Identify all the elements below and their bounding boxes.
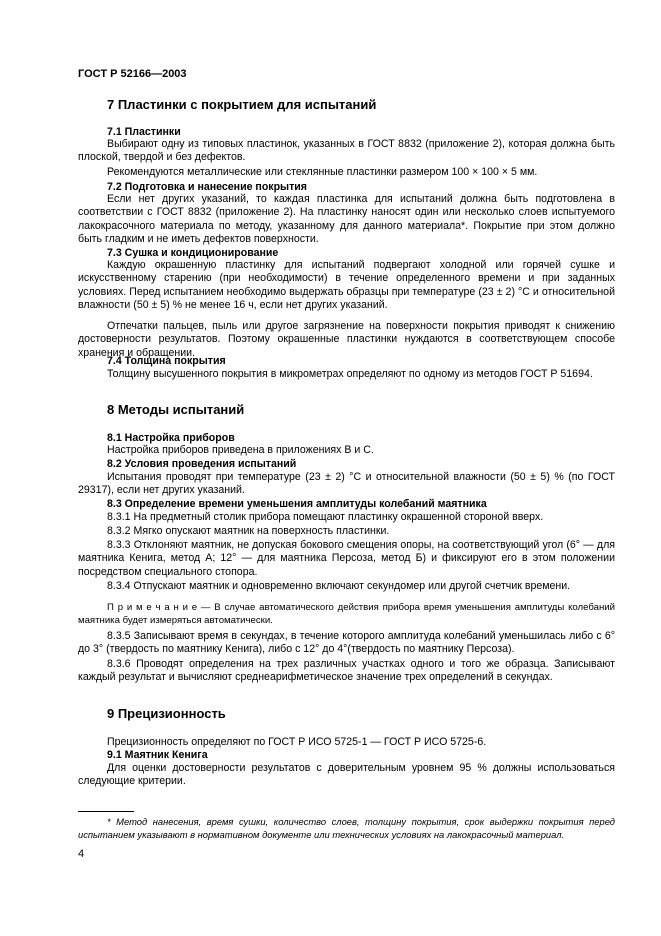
document-header: ГОСТ Р 52166—2003: [78, 68, 187, 80]
paragraph-8-3-6: 8.3.6 Проводят определения на трех различных участках одного и того же образца. Записывают каждый результат и вычисляют среднеарифметическое значение трех определений в секундах.: [78, 658, 615, 684]
paragraph-8-3-4: 8.3.4 Отпускают маятник и одновременно включают секундомер или другой счетчик времени.: [107, 580, 571, 592]
footnote: * Метод нанесения, время сушки, количество слоев, толщину покрытия, срок выдержки покрытия перед испытанием указывают в нормативном документе или технических условиях на лакокрасочный материал.: [78, 816, 615, 840]
paragraph-7-3-b: Отпечатки пальцев, пыль или другое загрязнение на поверхности покрытия приводят к снижению достоверности результатов. Поэтому окрашенные пластинки нуждаются в соответствующем способе хранения и обращении.: [78, 320, 615, 359]
note: П р и м е ч а н и е — В случае автоматического действия прибора время уменьшения амплитуды колебаний маятника будет измеряться автоматически.: [78, 602, 615, 627]
subsection-8-1-title: 8.1 Настройка приборов: [107, 432, 235, 444]
paragraph-7-1-a: Выбирают одну из типовых пластинок, указанных в ГОСТ 8832 (приложение 2), которая должна быть плоской, твердой и без дефектов.: [78, 138, 615, 164]
paragraph-7-1-b: Рекомендуются металлические или стеклянные пластинки размером 100 × 100 × 5 мм.: [107, 166, 538, 178]
subsection-7-3-title: 7.3 Сушка и кондиционирование: [107, 247, 279, 259]
paragraph-9-1: Для оценки достоверности результатов с доверительным уровнем 95 % должны использоваться следующие критерии.: [78, 762, 615, 788]
subsection-7-2-title: 7.2 Подготовка и нанесение покрытия: [107, 181, 307, 193]
paragraph-7-3-a: Каждую окрашенную пластинку для испытаний подвергают холодной или горячей сушке и искусственному старению (при необходимости) в течение определенного времени и при заданных условиях. Перед испытанием необходимо выдержать образцы при температуре (23 ± 2) °С и относительной влажности (50 ± 5) % не менее 16 ч, если нет других указаний.: [78, 259, 615, 312]
paragraph-7-4: Толщину высушенного покрытия в микрометрах определяют по одному из методов ГОСТ Р 51694.: [107, 368, 593, 380]
subsection-9-1-title: 9.1 Маятник Кенига: [107, 749, 208, 761]
paragraph-8-3-1: 8.3.1 На предметный столик прибора помещают пластинку окрашенной стороной вверх.: [107, 511, 544, 523]
section-8-title: 8 Методы испытаний: [107, 402, 245, 417]
section-7-title: 7 Пластинки с покрытием для испытаний: [107, 97, 377, 112]
paragraph-8-1: Настройка приборов приведена в приложениях В и С.: [107, 444, 374, 456]
paragraph-7-2: Если нет других указаний, то каждая пластинка для испытаний должна быть подготовлена в соответствии с ГОСТ 8832 (приложение 2). На пластинку наносят один или несколько слоев испытуемого лакокрасочного материала по методу, указанному для данного материала*. Покрытие при этом должно быть гладким и не иметь дефектов поверхности.: [78, 193, 615, 246]
paragraph-9: Прецизионность определяют по ГОСТ Р ИСО 5725-1 — ГОСТ Р ИСО 5725-6.: [107, 736, 487, 748]
subsection-8-3-title: 8.3 Определение времени уменьшения амплитуды колебаний маятника: [107, 498, 487, 510]
subsection-7-1-title: 7.1 Пластинки: [107, 126, 181, 138]
paragraph-8-2: Испытания проводят при температуре (23 ± 2) °С и относительной влажности (50 ± 5) % (по ГОСТ 29317), если нет других указаний.: [78, 471, 615, 497]
section-9-title: 9 Прецизионность: [107, 706, 226, 721]
paragraph-8-3-3: 8.3.3 Отклоняют маятник, не допуская бокового смещения опоры, на соответствующий угол (6° — для маятника Кенига, метод А; 12° — для маятника Персоза, метод Б) и фиксируют его в этом положении посредством специального стопора.: [78, 539, 615, 578]
footnote-separator: [78, 811, 134, 812]
paragraph-8-3-5: 8.3.5 Записывают время в секундах, в течение которого амплитуда колебаний уменьшилась либо с 6° до 3° (твердость по маятнику Кенига), либо с 12° до 4°(твердость по маятнику Персоза).: [78, 630, 615, 656]
subsection-8-2-title: 8.2 Условия проведения испытаний: [107, 458, 297, 470]
page-number: 4: [78, 848, 85, 860]
paragraph-8-3-2: 8.3.2 Мягко опускают маятник на поверхность пластинки.: [107, 525, 390, 537]
subsection-7-4-title: 7.4 Толщина покрытия: [107, 355, 226, 367]
